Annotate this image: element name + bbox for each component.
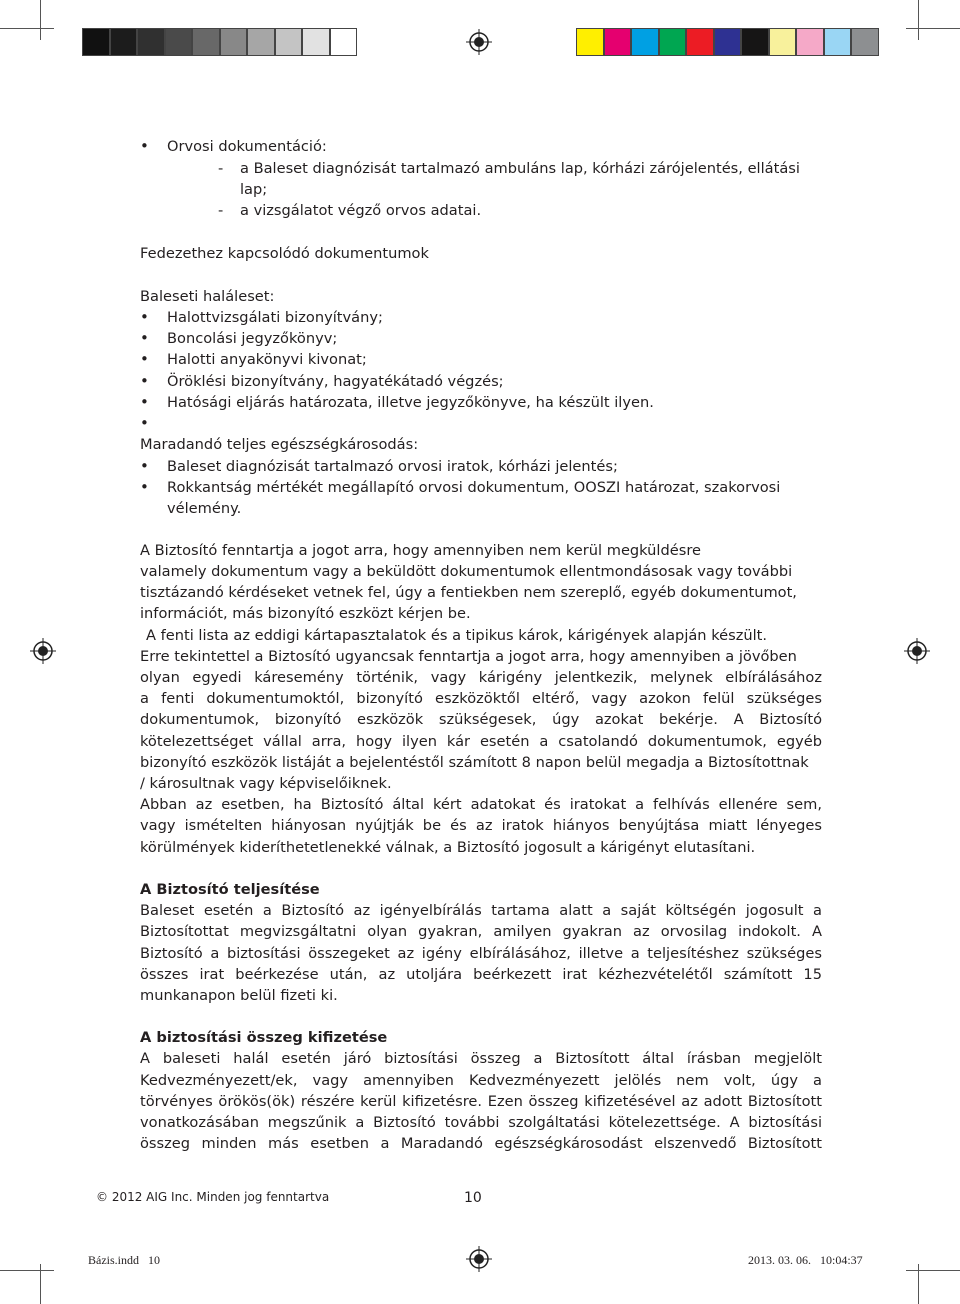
paragraph-line: a fenti dokumentumoktól, bizonyító eszközöktől eltérő, vagy azokon felül szükséges (140, 690, 822, 707)
color-swatch (851, 28, 879, 56)
registration-mark-icon (904, 638, 930, 664)
paragraph-line: valamely dokumentum vagy a beküldött dokumentumok ellentmondásosak vagy további (140, 563, 793, 580)
color-swatch (110, 28, 138, 56)
color-swatch (165, 28, 193, 56)
color-swatch (275, 28, 303, 56)
death-item: Boncolási jegyzőkönyv; (167, 330, 338, 347)
medical-item-1-cont: lap; (240, 181, 268, 198)
paragraph-line: Kedvezményezett/ek, vagy amennyiben Kedvezményezett jelölés nem volt, úgy a (140, 1072, 822, 1089)
paragraph-line: olyan egyedi káresemény történik, vagy kárigény jelentkezik, melynek elbírálásához (140, 669, 822, 686)
paragraph-line: összes irat beérkezése után, az utoljára beérkezett irat kézhezvételétől számított 15 (140, 966, 822, 983)
paragraph-line: A Biztosító fenntartja a jogot arra, hogy amennyiben nem kerül megküldésre (140, 542, 701, 559)
paragraph-line: vagy ismételten hiányosan nyújtják be és az iratok hiányos benyújtása miatt lényeges (140, 817, 822, 834)
color-swatch (631, 28, 659, 56)
paragraph-line: vonatkozásában megszűnik a Biztosító további szolgáltatási kötelezettsége. A biztosítási (140, 1114, 822, 1131)
paragraph-line: munkanapon belül fizeti ki. (140, 987, 338, 1004)
color-calibration-bar (576, 28, 879, 56)
gray-calibration-bar (82, 28, 357, 56)
paragraph-line: körülmények kideríthetetlenekké válnak, a Biztosító jogosult a kárigényt elutasítani. (140, 839, 756, 856)
paragraph-line: Baleset esetén a Biztosító az igényelbírálás tartama alatt a saját költségén jogosult a (140, 902, 822, 919)
paragraph-line: Erre tekintettel a Biztosító ugyancsak fenntartja a jogot arra, hogy amennyiben a jövőben (140, 648, 797, 665)
paragraph-line: kötelezettséget vállal arra, hogy ilyen kár esetén a csatolandó dokumentumok, egyéb (140, 733, 822, 750)
color-swatch (137, 28, 165, 56)
paragraph-line: tisztázandó kérdéseket vetnek fel, úgy a fentiekben nem szereplő, egyéb dokumentumot, (140, 584, 797, 601)
paragraph-line: Abban az esetben, ha Biztosító által kért adatokat és iratokat a felhívás ellenére sem, (140, 796, 822, 813)
color-swatch (714, 28, 742, 56)
bullet-icon: • (140, 414, 149, 432)
disability-item-cont: vélemény. (167, 500, 242, 517)
bullet-icon: • (140, 137, 149, 155)
color-swatch (330, 28, 358, 56)
color-swatch (220, 28, 248, 56)
disability-item: Rokkantság mértékét megállapító orvosi dokumentum, OOSZI határozat, szakorvosi (167, 479, 781, 496)
section-title: A Biztosító teljesítése (140, 881, 320, 898)
color-swatch (82, 28, 110, 56)
medical-item-2: a vizsgálatot végző orvos adatai. (240, 202, 482, 219)
dash-icon: - (218, 202, 224, 219)
paragraph-line: A baleseti halál esetén járó biztosítási összeg a Biztosított által írásban megjelölt (140, 1050, 822, 1067)
color-swatch (796, 28, 824, 56)
color-swatch (604, 28, 632, 56)
color-swatch (247, 28, 275, 56)
bullet-icon: • (140, 329, 149, 347)
slug-file: Bázis.indd 10 (88, 1253, 160, 1267)
paragraph-line: dokumentumok, bizonyító eszközök szükségesek, úgy azokat bekérje. A Biztosító (140, 711, 822, 728)
disability-heading: Maradandó teljes egészségkárosodás: (140, 436, 419, 453)
color-swatch (824, 28, 852, 56)
copyright: © 2012 AIG Inc. Minden jog fenntartva (96, 1190, 330, 1204)
bullet-icon: • (140, 478, 149, 496)
color-swatch (192, 28, 220, 56)
paragraph-line: bizonyító eszközök listáját a bejelentéstől számított 8 napon belül megadja a Biztosítottnak (140, 754, 809, 771)
bullet-icon: • (140, 393, 149, 411)
death-item: Halotti anyakönyvi kivonat; (167, 351, 367, 368)
bullet-icon: • (140, 350, 149, 368)
bullet-icon: • (140, 457, 149, 475)
color-swatch (302, 28, 330, 56)
slug-date: 2013. 03. 06. 10:04:37 (748, 1253, 863, 1267)
coverage-docs-title: Fedezethez kapcsolódó dokumentumok (140, 245, 429, 262)
death-item: Hatósági eljárás határozata, illetve jegyzőkönyve, ha készült ilyen. (167, 394, 654, 411)
bullet-icon: • (140, 308, 149, 326)
registration-mark-icon (30, 638, 56, 664)
color-swatch (576, 28, 604, 56)
page-number: 10 (464, 1190, 482, 1206)
bullet-icon: • (140, 372, 149, 390)
medical-heading: Orvosi dokumentáció: (167, 138, 327, 155)
paragraph-line: Biztosító a biztosítási összegeket az igény elbírálásához, illetve a teljesítéshez szükséges (140, 945, 822, 962)
medical-item-1: a Baleset diagnózisát tartalmazó ambuláns lap, kórházi zárójelentés, ellátási (240, 160, 800, 177)
paragraph-line: információt, más bizonyító eszközt kérjen be. (140, 605, 471, 622)
disability-item: Baleset diagnózisát tartalmazó orvosi iratok, kórházi jelentés; (167, 458, 618, 475)
registration-mark-icon (466, 1246, 492, 1272)
death-item: Öröklési bizonyítvány, hagyatékátadó végzés; (167, 373, 504, 390)
section-title: A biztosítási összeg kifizetése (140, 1029, 388, 1046)
paragraph-line: törvényes örökös(ök) részére kerül kifizetésre. Ezen összeg kifizetésével az adott Biztosított (140, 1093, 822, 1110)
color-swatch (769, 28, 797, 56)
color-swatch (659, 28, 687, 56)
paragraph-line: összeg minden más esetben a Maradandó egészségkárosodást elszenvedő Biztosított (140, 1135, 822, 1152)
paragraph-line: / károsultnak vagy képviselőiknek. (140, 775, 392, 792)
death-heading: Baleseti haláleset: (140, 288, 275, 305)
list-basis-note: A fenti lista az eddigi kártapasztalatok és a tipikus károk, kárigények alapján készült. (146, 627, 768, 644)
death-item: Halottvizsgálati bizonyítvány; (167, 309, 383, 326)
paragraph-line: Biztosítottat megvizsgáltatni olyan gyakran, amilyen gyakran az orvosilag indokolt. A (140, 923, 822, 940)
color-swatch (686, 28, 714, 56)
registration-mark-icon (466, 29, 492, 55)
color-swatch (741, 28, 769, 56)
dash-icon: - (218, 160, 224, 177)
